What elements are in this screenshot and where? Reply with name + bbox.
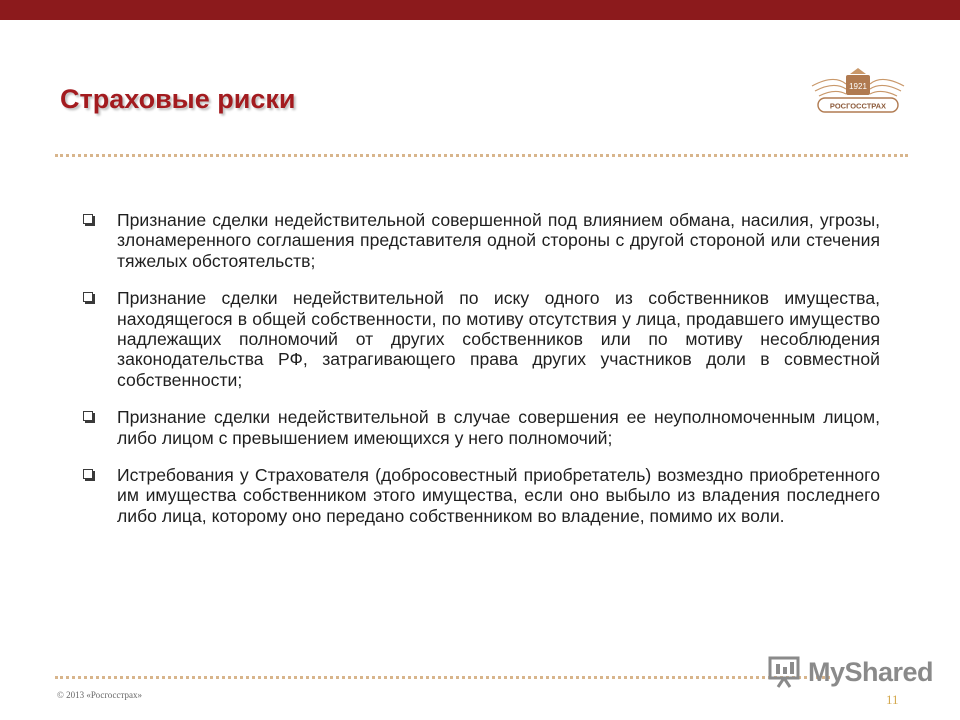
- bullet-item: [80, 288, 880, 390]
- bullet-text: Признание сделки недействительной по иску одного из собственников имущества, находящегося в общей собственности, по мотиву отсутствия у лица, продавшего имущество надлежащих полномочий от других собственников или по мотиву несоблюдения законодательства РФ, затрагивающего права других участников доли в совместной собственности;: [117, 288, 880, 390]
- top-dotted-divider: [55, 154, 908, 157]
- slide-title: Страховые риски: [60, 84, 296, 114]
- bullet-list: [80, 210, 880, 543]
- bullet-item: [80, 465, 880, 526]
- copyright: © 2013 «Росгосстрах»: [57, 690, 143, 700]
- bullet-text: Истребования у Страхователя (добросовестный приобретатель) возмездно приобретенного им имущества собственником этого имущества, если оно выбыло из владения последнего либо лица, которому оно передано собственником во владение, помимо их воли.: [117, 465, 880, 526]
- checkbox-bullet-icon: [83, 411, 93, 421]
- watermark-text: MyShared: [808, 656, 934, 687]
- checkbox-bullet-icon: [83, 469, 93, 479]
- logo-year: 1921: [849, 82, 867, 91]
- presentation-board-icon: [768, 655, 804, 689]
- rosgosstrakh-logo: [806, 62, 910, 122]
- logo-brand: РОСГОССТРАХ: [829, 101, 887, 111]
- bottom-dotted-divider: [55, 676, 830, 679]
- bullet-item: [80, 210, 880, 271]
- page-number: 11: [886, 692, 899, 707]
- bullet-text: Признание сделки недействительной в случае совершения ее неуполномоченным лицом, либо лицом с превышением имеющихся у него полномочий;: [117, 407, 880, 448]
- checkbox-bullet-icon: [83, 214, 93, 224]
- bullet-text: Признание сделки недействительной совершенной под влиянием обмана, насилия, угрозы, злонамеренного соглашения представителя одной стороны с другой стороной или стечения тяжелых обстоятельств;: [117, 210, 880, 271]
- bullet-item: [80, 407, 880, 448]
- top-bar: [0, 0, 960, 20]
- checkbox-bullet-icon: [83, 292, 93, 302]
- myshared-watermark: [768, 654, 933, 690]
